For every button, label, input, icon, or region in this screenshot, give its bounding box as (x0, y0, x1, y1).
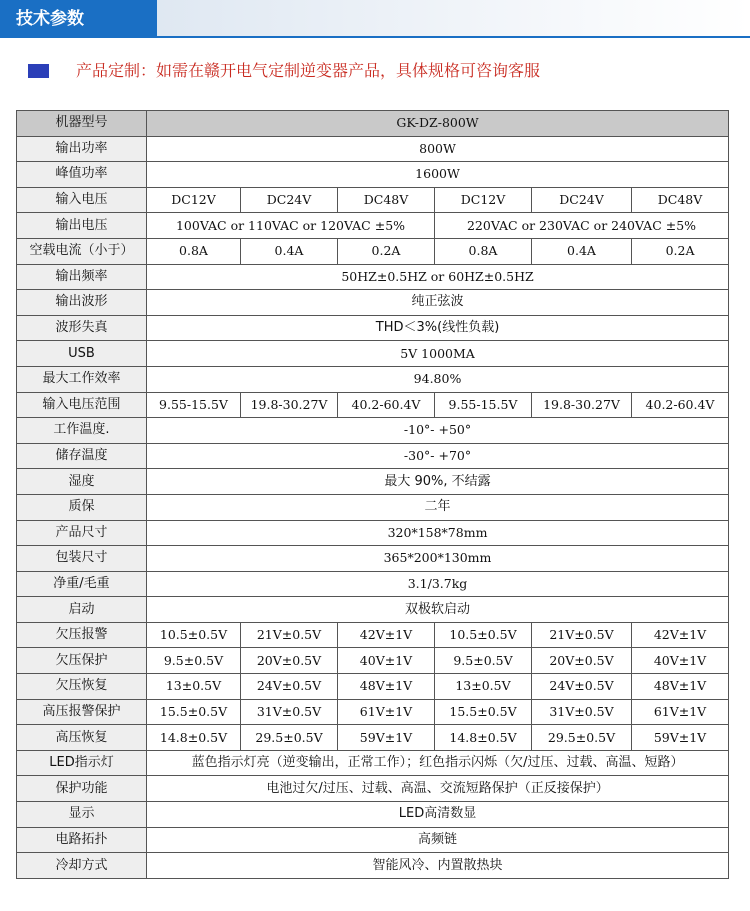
spec-label: USB (17, 341, 147, 367)
spec-value-cell: 0.2A (338, 238, 435, 264)
spec-value-cell: 0.2A (632, 238, 729, 264)
spec-value: LED高清数显 (147, 802, 729, 828)
spec-label: 保护功能 (17, 776, 147, 802)
spec-row (17, 622, 729, 648)
spec-value-cell: 48V±1V (632, 674, 729, 700)
spec-row (17, 725, 729, 751)
spec-value-cell: DC48V (632, 187, 729, 213)
header-underline (0, 36, 750, 38)
spec-value-cell: 40V±1V (632, 648, 729, 674)
spec-value-cell: 19.8-30.27V (241, 392, 338, 418)
spec-value-cell: DC12V (147, 187, 241, 213)
spec-value-cell: 0.8A (147, 238, 241, 264)
spec-value-cell: 9.5±0.5V (435, 648, 532, 674)
spec-value-cell: 48V±1V (338, 674, 435, 700)
spec-label: 湿度 (17, 469, 147, 495)
spec-label: 峰值功率 (17, 162, 147, 188)
spec-value-cell: 40V±1V (338, 648, 435, 674)
spec-value-cell: 29.5±0.5V (241, 725, 338, 751)
notice-bullet-square (28, 64, 49, 78)
spec-label: 波形失真 (17, 315, 147, 341)
spec-value-cell: 19.8-30.27V (532, 392, 632, 418)
spec-row (17, 571, 729, 597)
spec-value: 5V 1000MA (147, 341, 729, 367)
spec-value-cell: 59V±1V (338, 725, 435, 751)
spec-table (16, 110, 729, 879)
spec-label: 包装尺寸 (17, 546, 147, 572)
spec-label: 工作温度. (17, 418, 147, 444)
spec-label: 产品尺寸 (17, 520, 147, 546)
spec-value-cell: 14.8±0.5V (147, 725, 241, 751)
spec-value-cell: 59V±1V (632, 725, 729, 751)
spec-label: 机器型号 (17, 111, 147, 137)
spec-row (17, 341, 729, 367)
spec-value-cell: 0.4A (532, 238, 632, 264)
section-header (0, 0, 750, 38)
spec-value-cell: 13±0.5V (147, 674, 241, 700)
spec-row (17, 494, 729, 520)
spec-row (17, 162, 729, 188)
spec-label: 输出功率 (17, 136, 147, 162)
spec-value-cell: 29.5±0.5V (532, 725, 632, 751)
spec-value: 50HZ±0.5HZ or 60HZ±0.5HZ (147, 264, 729, 290)
spec-value-cell: 10.5±0.5V (435, 622, 532, 648)
spec-value: 最大 90%, 不结露 (147, 469, 729, 495)
spec-label: 欠压报警 (17, 622, 147, 648)
spec-row (17, 213, 729, 239)
spec-row (17, 674, 729, 700)
spec-label: 净重/毛重 (17, 571, 147, 597)
spec-value: 320*158*78mm (147, 520, 729, 546)
spec-row (17, 187, 729, 213)
header-gradient (157, 0, 750, 38)
spec-value-cell: 13±0.5V (435, 674, 532, 700)
spec-label: 质保 (17, 494, 147, 520)
spec-label: 欠压恢复 (17, 674, 147, 700)
spec-row (17, 315, 729, 341)
spec-value-cell: 61V±1V (632, 699, 729, 725)
spec-value: -30°- +70° (147, 443, 729, 469)
spec-value-cell: DC24V (241, 187, 338, 213)
spec-value: THD＜3%(线性负载) (147, 315, 729, 341)
spec-label: 空载电流（小于） (17, 238, 147, 264)
spec-value: 800W (147, 136, 729, 162)
spec-value-cell: 42V±1V (338, 622, 435, 648)
spec-label: 输入电压范围 (17, 392, 147, 418)
spec-value-cell: 9.55-15.5V (435, 392, 532, 418)
spec-value: 二年 (147, 494, 729, 520)
spec-row (17, 776, 729, 802)
spec-value: -10°- +50° (147, 418, 729, 444)
spec-value: 94.80% (147, 366, 729, 392)
spec-value: 高频链 (147, 827, 729, 853)
spec-value: 纯正弦波 (147, 290, 729, 316)
spec-row (17, 827, 729, 853)
spec-value-cell: 21V±0.5V (532, 622, 632, 648)
spec-row (17, 699, 729, 725)
spec-row (17, 418, 729, 444)
spec-value-half: 220VAC or 230VAC or 240VAC ±5% (435, 213, 729, 239)
spec-value-half: 100VAC or 110VAC or 120VAC ±5% (147, 213, 435, 239)
spec-value-cell: 9.55-15.5V (147, 392, 241, 418)
spec-label: 储存温度 (17, 443, 147, 469)
custom-notice (28, 58, 728, 84)
spec-value: 智能风冷、内置散热块 (147, 853, 729, 879)
spec-label: 高压恢复 (17, 725, 147, 751)
notice-text: 产品定制：如需在赣开电气定制逆变器产品，具体规格可咨询客服 (76, 61, 541, 80)
spec-value: 蓝色指示灯亮（逆变输出，正常工作）；红色指示闪烁（欠/过压、过载、高温、短路） (147, 750, 729, 776)
spec-label: 最大工作效率 (17, 366, 147, 392)
spec-value: 1600W (147, 162, 729, 188)
spec-row (17, 597, 729, 623)
spec-row (17, 366, 729, 392)
spec-value-cell: 0.4A (241, 238, 338, 264)
spec-label: 电路拓扑 (17, 827, 147, 853)
spec-value-cell: 10.5±0.5V (147, 622, 241, 648)
spec-label: 输出波形 (17, 290, 147, 316)
spec-value-cell: DC12V (435, 187, 532, 213)
spec-value-cell: 20V±0.5V (241, 648, 338, 674)
spec-value-cell: 20V±0.5V (532, 648, 632, 674)
spec-label: 输入电压 (17, 187, 147, 213)
spec-value-cell: 31V±0.5V (532, 699, 632, 725)
spec-row (17, 290, 729, 316)
spec-value-cell: 40.2-60.4V (338, 392, 435, 418)
spec-label: LED指示灯 (17, 750, 147, 776)
spec-row (17, 546, 729, 572)
spec-label: 启动 (17, 597, 147, 623)
spec-row (17, 520, 729, 546)
spec-value-cell: 40.2-60.4V (632, 392, 729, 418)
spec-value-cell: 9.5±0.5V (147, 648, 241, 674)
section-title: 技术参数 (16, 9, 84, 29)
spec-row (17, 802, 729, 828)
spec-row (17, 264, 729, 290)
spec-row (17, 111, 729, 137)
spec-value-cell: 42V±1V (632, 622, 729, 648)
spec-label: 欠压保护 (17, 648, 147, 674)
spec-value: 3.1/3.7kg (147, 571, 729, 597)
spec-value-cell: 24V±0.5V (532, 674, 632, 700)
spec-row (17, 443, 729, 469)
spec-value-cell: 24V±0.5V (241, 674, 338, 700)
spec-row (17, 853, 729, 879)
spec-value-cell: 31V±0.5V (241, 699, 338, 725)
spec-value-cell: 21V±0.5V (241, 622, 338, 648)
spec-row (17, 469, 729, 495)
spec-value-cell: 14.8±0.5V (435, 725, 532, 751)
spec-row (17, 750, 729, 776)
spec-row (17, 648, 729, 674)
spec-value-cell: 0.8A (435, 238, 532, 264)
spec-label: 输出电压 (17, 213, 147, 239)
spec-value: 电池过欠/过压、过载、高温、交流短路保护（正反接保护） (147, 776, 729, 802)
spec-value-cell: 15.5±0.5V (147, 699, 241, 725)
spec-row (17, 392, 729, 418)
spec-value-cell: 15.5±0.5V (435, 699, 532, 725)
spec-value: GK-DZ-800W (147, 111, 729, 137)
spec-value-cell: 61V±1V (338, 699, 435, 725)
spec-value: 双极软启动 (147, 597, 729, 623)
spec-label: 高压报警保护 (17, 699, 147, 725)
spec-value: 365*200*130mm (147, 546, 729, 572)
spec-row (17, 136, 729, 162)
spec-value-cell: DC24V (532, 187, 632, 213)
spec-label: 冷却方式 (17, 853, 147, 879)
spec-value-cell: DC48V (338, 187, 435, 213)
spec-label: 显示 (17, 802, 147, 828)
spec-label: 输出频率 (17, 264, 147, 290)
spec-row (17, 238, 729, 264)
